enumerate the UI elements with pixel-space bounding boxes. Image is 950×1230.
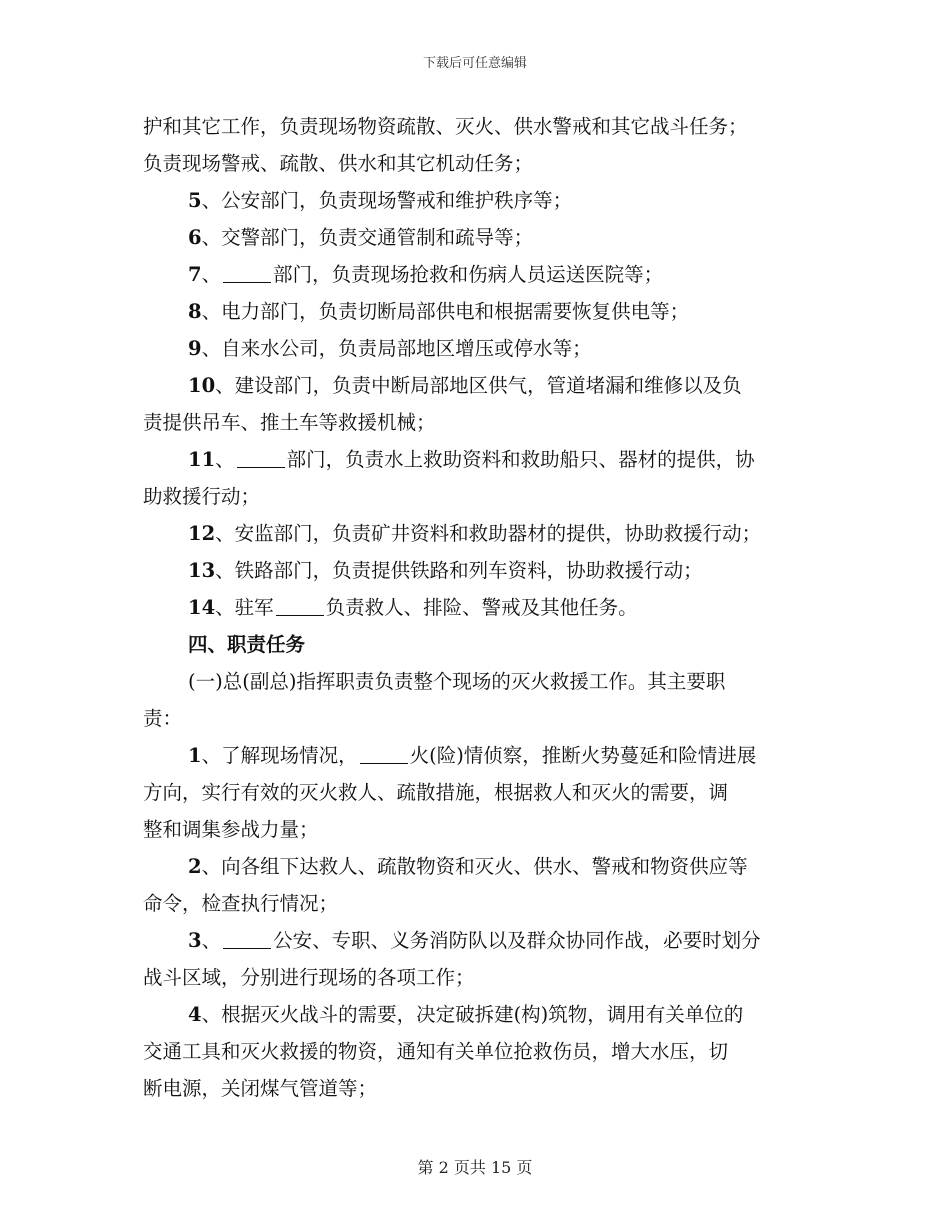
text-line <box>143 663 810 700</box>
text-line-content: 整和调集参战力量； <box>143 818 319 841</box>
list-item-5 <box>143 182 810 219</box>
list-number: 4 <box>188 1003 202 1026</box>
list-text: 、根据灭火战斗的需要，决定破拆建(构)筑物，调用有关单位的 <box>201 1003 744 1026</box>
fill-in-blank <box>360 743 408 764</box>
list-item-13 <box>143 552 810 589</box>
list-number: 14 <box>188 596 216 619</box>
text-line <box>143 774 810 811</box>
list-item-2 <box>143 848 810 885</box>
list-text: 部门，负责现场抢救和伤病人员运送医院等； <box>273 263 664 286</box>
list-number: 13 <box>188 559 216 582</box>
text-line-content: 断电源，关闭煤气管道等； <box>143 1077 378 1100</box>
text-line <box>143 811 810 848</box>
list-text: 、交警部门，负责交通管制和疏导等； <box>201 226 534 249</box>
list-item-4 <box>143 996 810 1033</box>
list-item-12 <box>143 515 810 552</box>
text-line-content: 责提供吊车、推土车等救援机械； <box>143 411 436 434</box>
list-item-8 <box>143 293 810 330</box>
text-line-content: 负责现场警戒、疏散、供水和其它机动任务； <box>143 152 534 175</box>
text-line-content: 责： <box>143 707 183 730</box>
list-item-3 <box>143 922 810 959</box>
list-text: 火(险)情侦察，推断火势蔓延和险情进展 <box>409 744 757 767</box>
text-line-content: 交通工具和灭火救援的物资，通知有关单位抢救伤员，增大水压，切 <box>143 1040 729 1063</box>
text-line <box>143 145 810 182</box>
text-line-content: 方向，实行有效的灭火救人、疏散措施，根据救人和灭火的需要，调 <box>143 781 729 804</box>
text-line <box>143 1033 810 1070</box>
list-item-14 <box>143 589 810 626</box>
list-number: 11 <box>188 448 216 471</box>
list-text: 、建设部门，负责中断局部地区供气，管道堵漏和维修以及负 <box>215 374 742 397</box>
list-text: 、安监部门，负责矿井资料和救助器材的提供，协助救援行动； <box>215 522 762 545</box>
list-item-10 <box>143 367 810 404</box>
text-line-content: 助救援行动； <box>143 485 261 508</box>
list-number: 12 <box>188 522 216 545</box>
fill-in-blank <box>276 595 324 616</box>
fill-in-blank <box>223 928 271 949</box>
list-number: 10 <box>188 374 216 397</box>
text-line-content: 护和其它工作，负责现场物资疏散、灭火、供水警戒和其它战斗任务； <box>143 115 748 138</box>
text-line <box>143 885 810 922</box>
text-line <box>143 404 810 441</box>
list-text: 、电力部门，负责切断局部供电和根据需要恢复供电等； <box>201 300 690 323</box>
list-number: 9 <box>188 337 202 360</box>
text-line-content: 命令，检查执行情况； <box>143 892 339 915</box>
page-number-footer: 第 2 页共 15 页 <box>417 1158 533 1177</box>
text-line-content: 战斗区域，分别进行现场的各项工作； <box>143 966 475 989</box>
fill-in-blank <box>237 447 285 468</box>
page-header-note: 下载后可任意编辑 <box>422 56 527 71</box>
list-text: 、 <box>215 448 235 471</box>
list-number: 7 <box>188 263 202 286</box>
list-text: 负责救人、排险、警戒及其他任务。 <box>325 596 638 619</box>
list-number: 6 <box>188 226 202 249</box>
document-body <box>143 108 810 1107</box>
text-line <box>143 959 810 996</box>
text-line <box>143 478 810 515</box>
list-number: 5 <box>188 189 202 212</box>
list-item-6 <box>143 219 810 256</box>
list-number: 1 <box>188 744 202 767</box>
text-line <box>143 700 810 737</box>
list-text: 、驻军 <box>215 596 274 619</box>
list-text: 、了解现场情况， <box>201 744 358 767</box>
text-line <box>143 108 810 145</box>
section-heading: 四、职责任务 <box>188 633 306 656</box>
list-text: 部门，负责水上救助资料和救助船只、器材的提供，协 <box>286 448 755 471</box>
list-text: 、向各组下达救人、疏散物资和灭火、供水、警戒和物资供应等 <box>201 855 748 878</box>
list-number: 2 <box>188 855 202 878</box>
text-line <box>143 1070 810 1107</box>
list-item-11 <box>143 441 810 478</box>
text-line-content: (一)总(副总)指挥职责负责整个现场的灭火救援工作。其主要职 <box>188 670 726 693</box>
list-number: 3 <box>188 929 202 952</box>
list-number: 8 <box>188 300 202 323</box>
list-text: 、自来水公司，负责局部地区增压或停水等； <box>201 337 592 360</box>
list-item-1 <box>143 737 810 774</box>
list-text: 、公安部门，负责现场警戒和维护秩序等； <box>201 189 573 212</box>
list-text: 、 <box>201 929 222 952</box>
fill-in-blank <box>223 262 271 283</box>
list-text: 、 <box>201 263 222 286</box>
list-item-9 <box>143 330 810 367</box>
list-text: 、铁路部门，负责提供铁路和列车资料，协助救援行动； <box>215 559 703 582</box>
list-text: 公安、专职、义务消防队以及群众协同作战，必要时划分 <box>273 929 761 952</box>
list-item-7 <box>143 256 810 293</box>
